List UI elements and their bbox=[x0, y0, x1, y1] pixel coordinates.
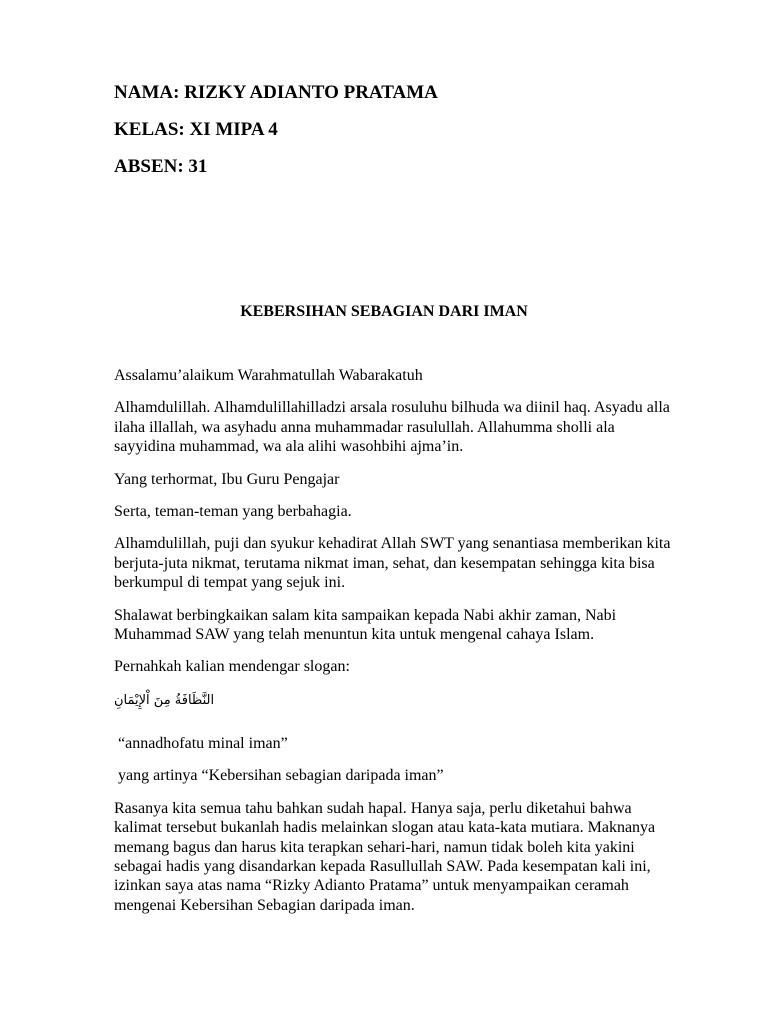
shalawat-paragraph: Shalawat berbingkaikan salam kita sampaikan kepada Nabi akhir zaman, Nabi Muhammad SAW yang telah menuntun kita untuk mengenal cahaya Islam. bbox=[114, 606, 617, 644]
student-attendance-number: ABSEN: 31 bbox=[114, 156, 208, 177]
explanation-paragraph: Rasanya kita semua tahu bahkan sudah hapal. Hanya saja, perlu diketahui bahwa kalimat tersebut bukanlah hadis melainkan slogan atau kata-kata mutiara. Maknanya memang bagus dan harus kita terapkan sehari-hari, namun tidak boleh kita yakini sebagai hadis yang disandarkan kepada Rasullullah SAW. Pada kesempatan kali ini, izinkan saya atas nama “Rizky Adianto Pratama” untuk menyampaikan ceramah mengenai Kebersihan Sebagian daripada iman. bbox=[114, 799, 656, 914]
gratitude-paragraph: Alhamdulillah, puji dan syukur kehadirat Allah SWT yang senantiasa memberikan kita berjuta-juta nikmat, terutama nikmat iman, sehat, dan kesempatan sehingga kita bisa berkumpul di tempat yang sejuk ini. bbox=[114, 535, 671, 592]
respect-paragraph: Yang terhormat, Ibu Guru Pengajar bbox=[114, 470, 340, 488]
slogan-intro-paragraph: Pernahkah kalian mendengar slogan: bbox=[114, 658, 350, 676]
speech-body bbox=[114, 366, 674, 928]
friends-paragraph: Serta, teman-teman yang berbahagia. bbox=[114, 503, 352, 521]
opening-paragraph: Alhamdulillah. Alhamdulillahilladzi arsala rosuluhu bilhuda wa diinil haq. Asyadu alla ilaha illallah, wa asyhadu anna muhammadar rasulullah. Allahumma sholli ala sayyidina muhammad, wa ala alihi wasohbihi ajma’in. bbox=[114, 399, 670, 456]
student-name: NAMA: RIZKY ADIANTO PRATAMA bbox=[114, 82, 438, 103]
arabic-slogan-wrap bbox=[114, 690, 674, 726]
meaning-paragraph: yang artinya “Kebersihan sebagian daripada iman” bbox=[118, 767, 444, 785]
speech-title-text: KEBERSIHAN SEBAGIAN DARI IMAN bbox=[240, 303, 528, 320]
greeting-paragraph: Assalamu’alaikum Warahmatullah Wabarakatuh bbox=[114, 367, 423, 384]
student-class: KELAS: XI MIPA 4 bbox=[114, 119, 278, 140]
arabic-slogan: النَّظَافَةُ مِنَ اْلإِيْمَانِ bbox=[114, 692, 215, 708]
transliteration-paragraph: “annadhofatu minal iman” bbox=[118, 734, 288, 752]
speech-title bbox=[0, 302, 768, 322]
